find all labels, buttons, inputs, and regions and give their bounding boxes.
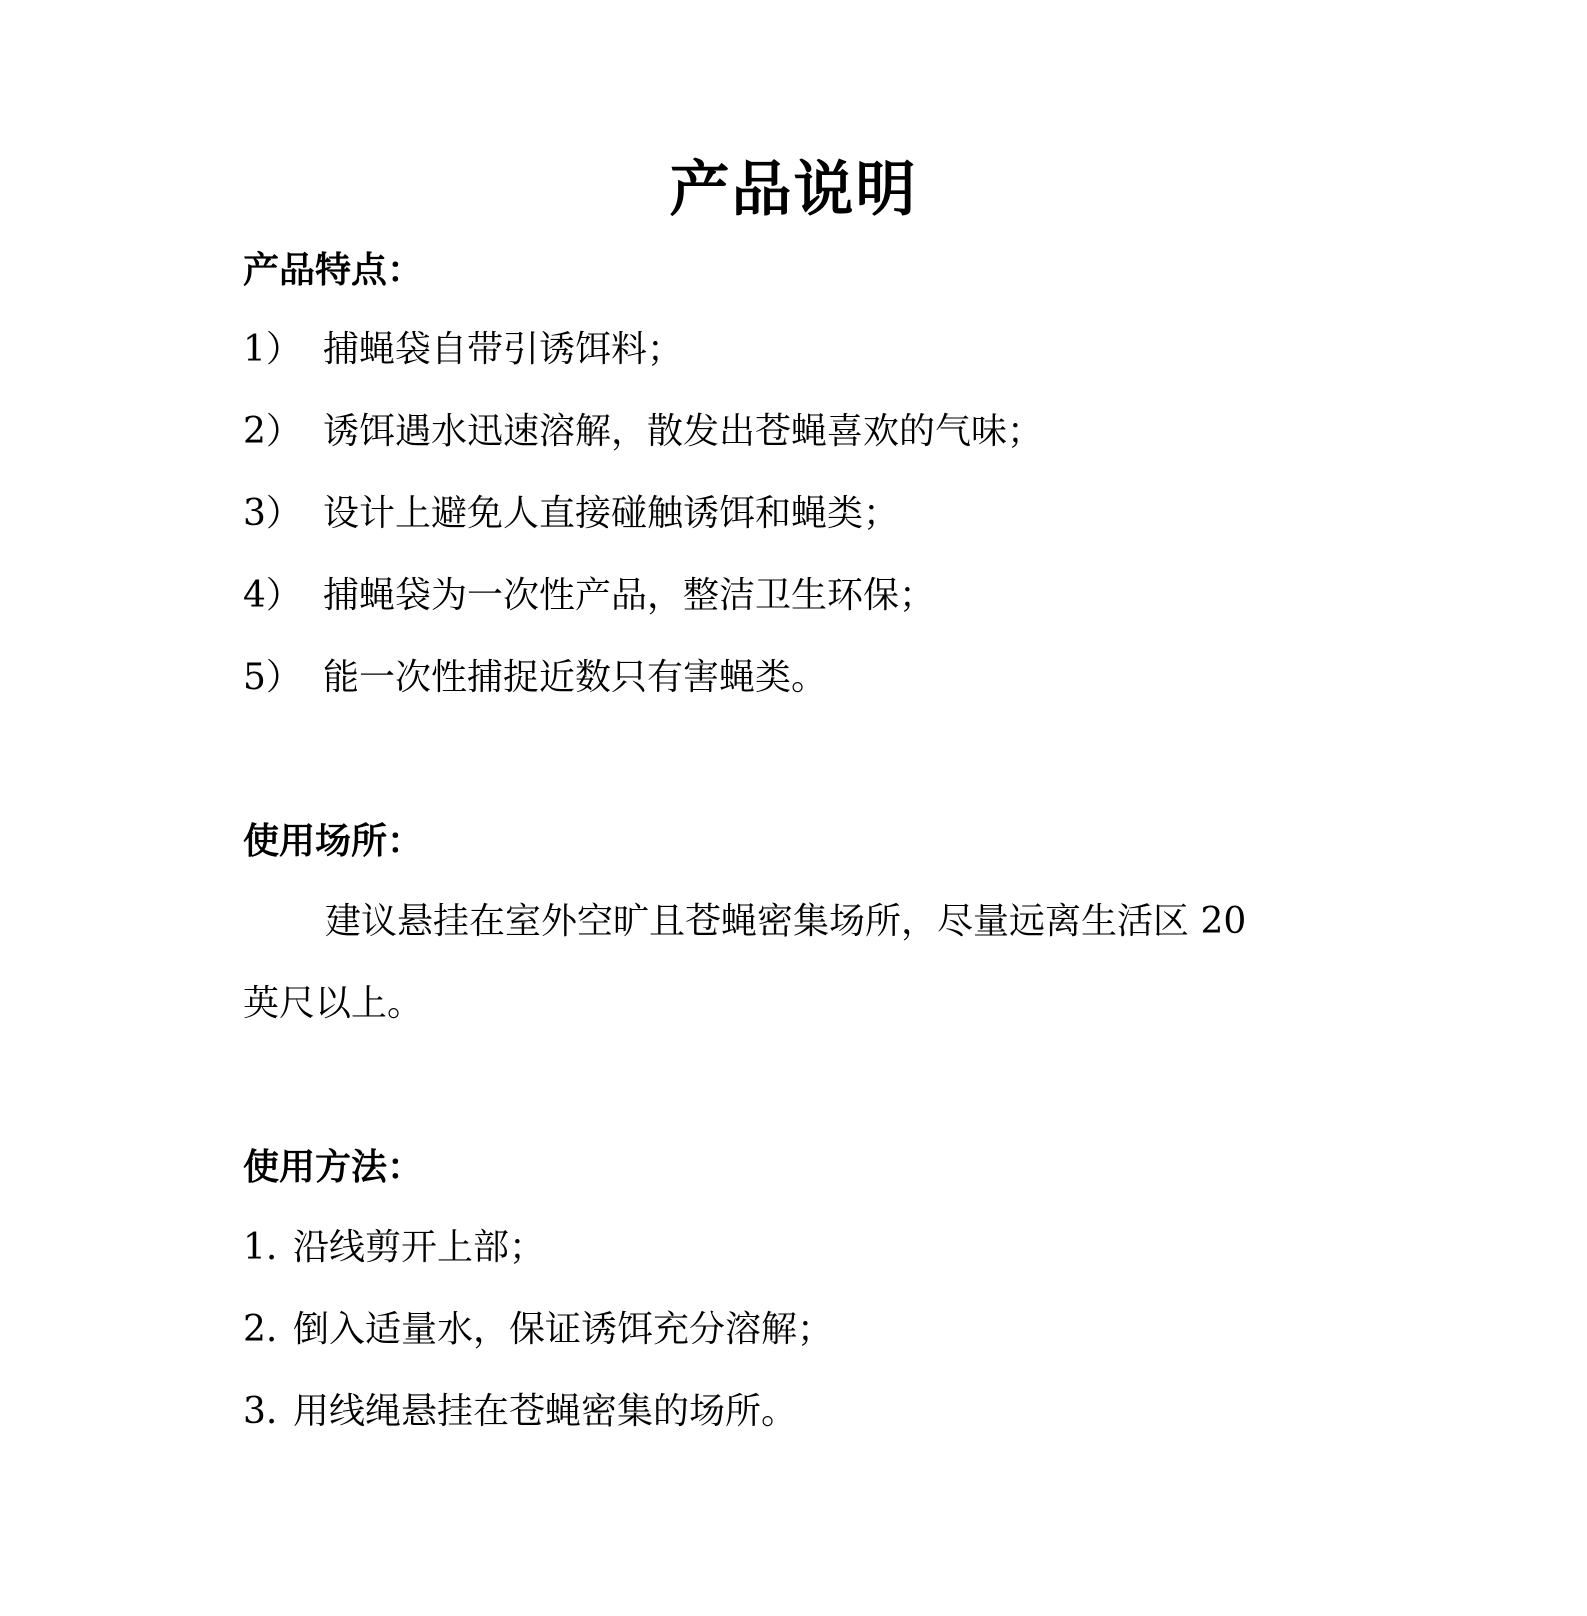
feature-number: 4） xyxy=(243,575,302,616)
feature-item xyxy=(243,489,899,539)
feature-text: 捕蝇袋为一次性产品，整洁卫生环保； xyxy=(323,575,936,616)
method-text: 沿线剪开上部； xyxy=(293,1227,546,1268)
method-item xyxy=(243,1387,797,1437)
feature-number: 1） xyxy=(243,329,302,370)
location-text-line2: 英尺以上。 xyxy=(243,983,424,1024)
method-number: 1. xyxy=(243,1227,278,1268)
method-item xyxy=(243,1223,545,1273)
feature-number: 3） xyxy=(243,493,302,534)
method-number: 2. xyxy=(243,1309,278,1350)
feature-text: 能一次性捕捉近数只有害蝇类。 xyxy=(323,657,828,698)
feature-item xyxy=(243,407,1043,457)
feature-number: 5） xyxy=(243,657,302,698)
method-text: 倒入适量水，保证诱饵充分溶解； xyxy=(293,1309,834,1350)
feature-text: 设计上避免人直接碰触诱饵和蝇类； xyxy=(323,493,900,534)
method-item xyxy=(243,1305,833,1355)
document-title: 产品说明 xyxy=(669,155,918,225)
method-heading: 使用方法： xyxy=(243,1146,424,1188)
feature-item xyxy=(243,571,935,621)
features-heading: 产品特点： xyxy=(243,249,424,291)
location-heading: 使用场所： xyxy=(243,820,424,862)
method-number: 3. xyxy=(243,1391,278,1432)
feature-text: 诱饵遇水迅速溶解，散发出苍蝇喜欢的气味； xyxy=(323,411,1044,452)
feature-item xyxy=(243,325,683,375)
feature-number: 2） xyxy=(243,411,302,452)
method-text: 用线绳悬挂在苍蝇密集的场所。 xyxy=(293,1391,798,1432)
feature-text: 捕蝇袋自带引诱饵料； xyxy=(323,329,684,370)
location-text-line1: 建议悬挂在室外空旷且苍蝇密集场所，尽量远离生活区 20 xyxy=(325,901,1247,942)
feature-item xyxy=(243,653,827,703)
